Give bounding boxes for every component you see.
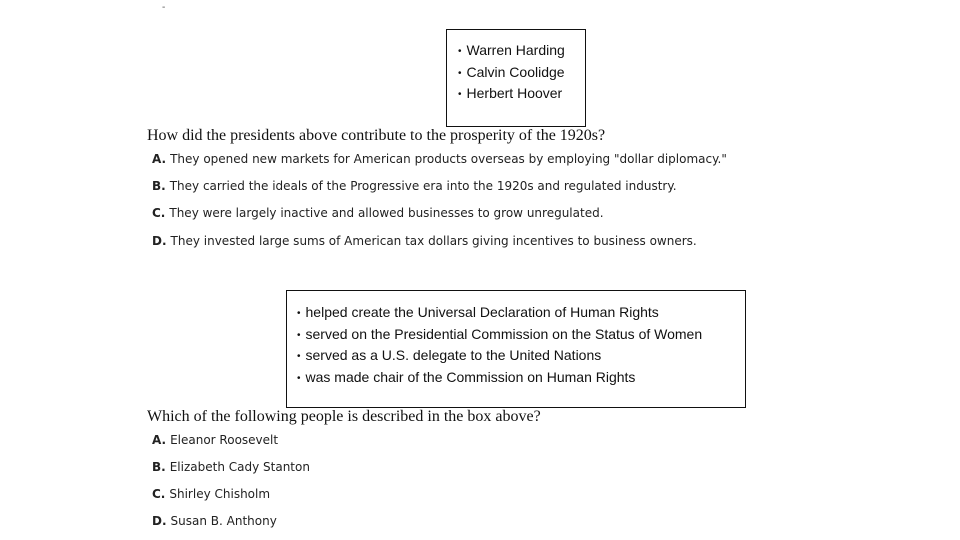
bullet-icon: •	[297, 329, 301, 341]
bullet-icon: •	[297, 351, 301, 362]
option-text: They were largely inactive and allowed businesses to grow unregulated.	[169, 206, 604, 220]
option-letter: B.	[152, 460, 166, 474]
bullet-icon: •	[297, 308, 301, 319]
option-text: Susan B. Anthony	[170, 514, 277, 528]
question-2-text: Which of the following people is described in the box above?	[147, 408, 541, 425]
bullet-icon: •	[458, 67, 462, 79]
presidents-box	[446, 29, 586, 127]
box-item: • Calvin Coolidge	[458, 63, 565, 80]
q1-option-d[interactable]	[152, 234, 697, 248]
option-letter: C.	[152, 206, 166, 220]
q2-option-c[interactable]	[152, 487, 270, 501]
q1-option-c[interactable]	[152, 206, 604, 220]
option-letter: C.	[152, 487, 166, 501]
box-item: • served on the Presidential Commission on the Status of Women	[297, 325, 703, 342]
option-text: Eleanor Roosevelt	[170, 433, 279, 447]
option-letter: A.	[152, 433, 167, 447]
description-box	[286, 290, 746, 408]
q2-option-b[interactable]	[152, 460, 310, 474]
option-text: They opened new markets for American products overseas by employing "dollar diplomacy."	[170, 152, 727, 166]
option-text: Shirley Chisholm	[169, 487, 271, 501]
box-item: • Herbert Hoover	[458, 85, 563, 101]
bullet-icon: •	[458, 89, 462, 100]
box-item: • helped create the Universal Declaration of Human Rights	[297, 304, 659, 320]
q2-option-d[interactable]	[152, 514, 277, 528]
option-text: They carried the ideals of the Progressive era into the 1920s and regulated industry.	[169, 179, 677, 193]
box-item: • was made chair of the Commission on Human Rights	[297, 368, 636, 385]
box-item: • Warren Harding	[458, 42, 565, 58]
option-text: They invested large sums of American tax dollars giving incentives to business owners.	[170, 234, 697, 248]
option-letter: D.	[152, 234, 167, 248]
option-letter: A.	[152, 152, 167, 166]
box-item: • served as a U.S. delegate to the United Nations	[297, 347, 602, 363]
option-letter: D.	[152, 514, 167, 528]
q2-option-a[interactable]	[152, 433, 278, 447]
bullet-icon: •	[458, 46, 462, 57]
q1-option-b[interactable]	[152, 179, 677, 193]
option-letter: B.	[152, 179, 166, 193]
bullet-icon: •	[297, 372, 301, 384]
question-1-text: How did the presidents above contribute to the prosperity of the 1920s?	[147, 127, 606, 144]
q1-option-a[interactable]	[152, 152, 727, 166]
stray-mark: -	[162, 2, 166, 13]
option-text: Elizabeth Cady Stanton	[169, 460, 310, 474]
